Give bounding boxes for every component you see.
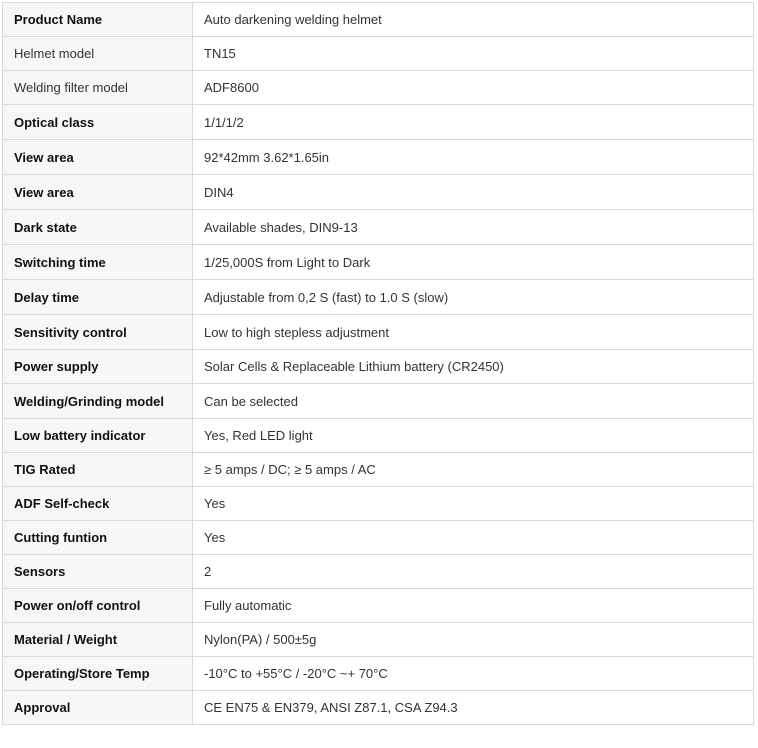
spec-label: Welding filter model [3,71,193,105]
spec-value: 1/25,000S from Light to Dark [193,245,754,280]
table-row [3,521,754,555]
table-row [3,657,754,691]
spec-label: Cutting funtion [3,521,193,555]
spec-value: Available shades, DIN9-13 [193,210,754,245]
spec-label: Product Name [3,3,193,37]
spec-label: Power supply [3,350,193,384]
spec-label: View area [3,175,193,210]
table-row [3,175,754,210]
table-row [3,350,754,384]
spec-value: 2 [193,555,754,589]
spec-value: CE EN75 & EN379, ANSI Z87.1, CSA Z94.3 [193,691,754,725]
spec-value: Yes [193,521,754,555]
spec-value: ADF8600 [193,71,754,105]
spec-label: Helmet model [3,37,193,71]
spec-value: ≥ 5 amps / DC; ≥ 5 amps / AC [193,453,754,487]
spec-label: Welding/Grinding model [3,384,193,419]
spec-label: Operating/Store Temp [3,657,193,691]
spec-label: Switching time [3,245,193,280]
table-row [3,280,754,315]
spec-value: Solar Cells & Replaceable Lithium battery (CR2450) [193,350,754,384]
table-row [3,623,754,657]
table-row [3,245,754,280]
spec-label: Sensors [3,555,193,589]
spec-label: Approval [3,691,193,725]
spec-label: View area [3,140,193,175]
spec-value: TN15 [193,37,754,71]
spec-label: ADF Self-check [3,487,193,521]
table-row [3,487,754,521]
table-row [3,71,754,105]
spec-label: Sensitivity control [3,315,193,350]
spec-value: Fully automatic [193,589,754,623]
spec-label: Optical class [3,105,193,140]
spec-value: Yes, Red LED light [193,419,754,453]
table-row [3,105,754,140]
table-row [3,419,754,453]
table-row [3,555,754,589]
table-row [3,37,754,71]
table-row [3,210,754,245]
table-row [3,384,754,419]
spec-value: Low to high stepless adjustment [193,315,754,350]
table-row [3,315,754,350]
spec-value: -10°C to +55°C / -20°C ~+ 70°C [193,657,754,691]
spec-table-body [3,3,754,725]
spec-value: 1/1/1/2 [193,105,754,140]
spec-value: Can be selected [193,384,754,419]
table-row [3,3,754,37]
table-row [3,589,754,623]
spec-value: Adjustable from 0,2 S (fast) to 1.0 S (slow) [193,280,754,315]
spec-value: 92*42mm 3.62*1.65in [193,140,754,175]
spec-value: Auto darkening welding helmet [193,3,754,37]
spec-table [2,2,754,725]
spec-label: Power on/off control [3,589,193,623]
table-row [3,453,754,487]
table-row [3,691,754,725]
table-row [3,140,754,175]
spec-label: Low battery indicator [3,419,193,453]
spec-label: Material / Weight [3,623,193,657]
spec-label: Delay time [3,280,193,315]
spec-value: Yes [193,487,754,521]
spec-value: Nylon(PA) / 500±5g [193,623,754,657]
spec-value: DIN4 [193,175,754,210]
spec-label: TIG Rated [3,453,193,487]
spec-label: Dark state [3,210,193,245]
